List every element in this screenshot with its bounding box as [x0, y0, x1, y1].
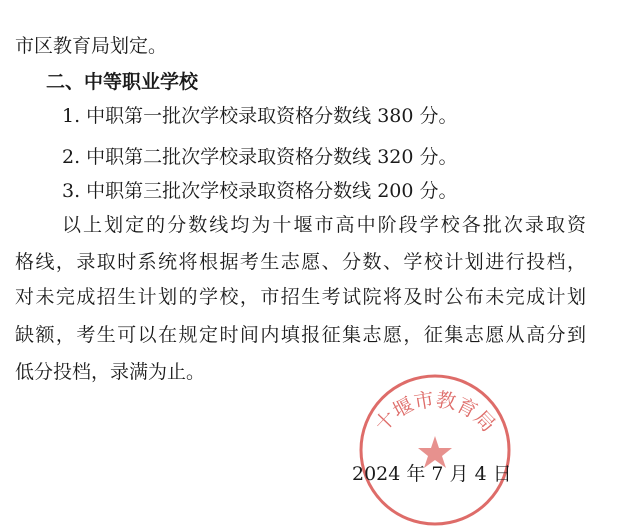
section-heading: 二、中等职业学校	[46, 71, 199, 93]
official-seal-icon	[350, 358, 520, 528]
paragraph-line-2: 格线，录取时系统将根据考生志愿、分数、学校计划进行投档，	[15, 251, 586, 273]
document-date: 2024 年 7 月 4 日	[352, 463, 512, 485]
paragraph-line-3: 对未完成招生计划的学校，市招生考试院将及时公布未完成计划	[15, 286, 586, 308]
paragraph-line-1: 以上划定的分数线均为十堰市高中阶段学校各批次录取资	[62, 214, 586, 236]
score-item-3: 3. 中职第三批次学校录取资格分数线 200 分。	[62, 180, 458, 202]
score-item-2: 2. 中职第二批次学校录取资格分数线 320 分。	[62, 146, 458, 168]
score-item-1: 1. 中职第一批次学校录取资格分数线 380 分。	[62, 105, 458, 127]
intro-line: 市区教育局划定。	[15, 35, 168, 57]
paragraph-line-5: 低分投档，录满为止。	[15, 361, 206, 383]
svg-text:十堰市教育局: 十堰市教育局	[369, 387, 501, 437]
paragraph-line-4: 缺额，考生可以在规定时间内填报征集志愿，征集志愿从高分到	[15, 324, 586, 346]
